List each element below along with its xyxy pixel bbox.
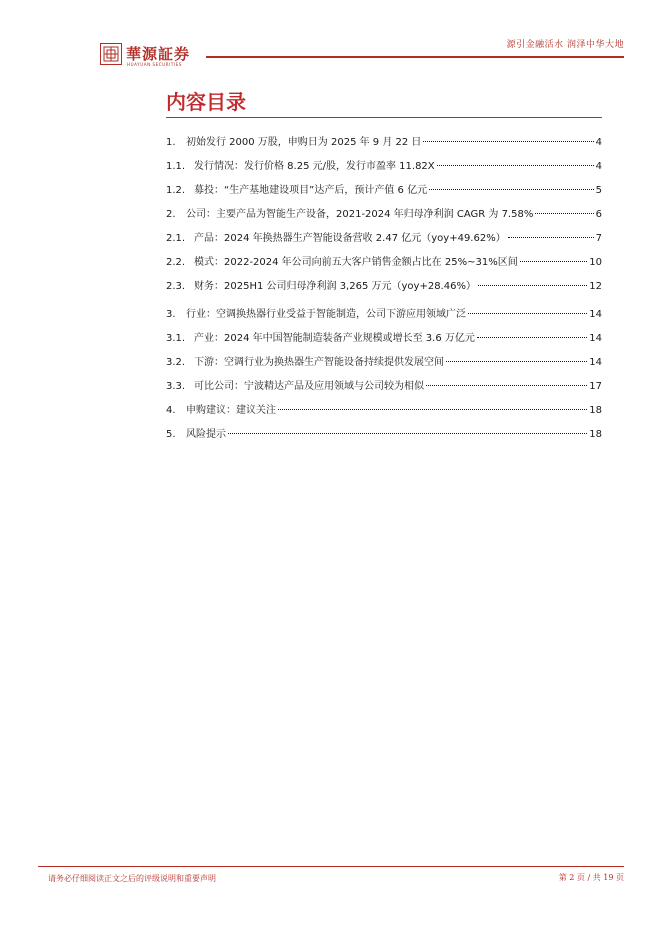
toc-entry-page: 5 (595, 185, 602, 196)
toc-entry[interactable] (166, 404, 602, 418)
toc-entry-number: 1. (166, 137, 176, 148)
toc-dot-leader (228, 433, 587, 434)
toc-entry-title: 初始发行 2000 万股，申购日为 2025 年 9 月 22 日 (186, 137, 422, 148)
footer-page-info: 第 2 页 / 共 19 页 (558, 873, 624, 882)
toc-entry-title: 财务：2025H1 公司归母净利润 3,265 万元（yoy+28.46%） (194, 281, 476, 292)
toc-dot-leader (520, 261, 588, 262)
toc-entry[interactable] (166, 428, 602, 442)
toc-entry[interactable] (166, 160, 602, 174)
toc-entry-title: 模式：2022-2024 年公司向前五大客户销售金额占比在 25%~31%区间 (194, 257, 518, 268)
toc-entry[interactable] (166, 208, 602, 222)
toc-dot-leader (477, 337, 587, 338)
toc-entry[interactable] (166, 356, 602, 370)
toc-dot-leader (278, 409, 587, 410)
toc-dot-leader (508, 237, 594, 238)
toc-entry-number: 1.2. (166, 185, 186, 196)
toc-dot-leader (478, 285, 587, 286)
company-logo-name: 華源証券 (126, 45, 191, 63)
toc-entry[interactable] (166, 280, 602, 294)
page-header (0, 0, 662, 80)
toc-entry-number: 2. (166, 209, 176, 220)
toc-entry-number: 2.2. (166, 257, 186, 268)
huayuan-logo-icon (100, 43, 122, 65)
toc-entry-number: 5. (166, 429, 176, 440)
toc-entry-page: 14 (589, 357, 602, 368)
toc-entry-page: 14 (589, 309, 602, 320)
toc-entry-number: 3. (166, 309, 176, 320)
toc-entry-number: 2.3. (166, 281, 186, 292)
toc-dot-leader (426, 385, 587, 386)
toc-entry[interactable] (166, 232, 602, 246)
toc-entry-number: 4. (166, 405, 176, 416)
toc-entry-title: 可比公司：宁波精达产品及应用领域与公司较为相似 (194, 381, 424, 392)
toc-entry[interactable] (166, 380, 602, 394)
toc-entry-title: 募投：“生产基地建设项目”达产后，预计产值 6 亿元 (194, 185, 428, 196)
toc-entry[interactable] (166, 184, 602, 198)
toc-entry-number: 2.1. (166, 233, 186, 244)
logo-mark-graphic (103, 46, 119, 62)
toc-dot-leader (446, 361, 587, 362)
toc-entry-title: 申购建议：建议关注 (186, 405, 276, 416)
footer-disclaimer: 请务必仔细阅读正文之后的评级说明和重要声明 (48, 874, 216, 883)
toc-entry-page: 4 (595, 161, 602, 172)
footer-divider (38, 866, 624, 867)
toc-entry[interactable] (166, 136, 602, 150)
toc-dot-leader (468, 313, 587, 314)
toc-entry-title: 行业：空调换热器行业受益于智能制造，公司下游应用领域广泛 (186, 309, 466, 320)
toc-dot-leader (437, 165, 594, 166)
toc-entry-number: 3.2. (166, 357, 186, 368)
toc-entry-page: 4 (595, 137, 602, 148)
toc-entry[interactable] (166, 308, 602, 322)
toc-entry-title: 发行情况：发行价格 8.25 元/股，发行市盈率 11.82X (194, 161, 435, 172)
company-logo-subtitle: HUAYUAN SECURITIES (127, 62, 182, 67)
toc-entry-page: 17 (589, 381, 602, 392)
toc-entry-number: 3.1. (166, 333, 186, 344)
toc-entry-title: 产品：2024 年换热器生产智能设备营收 2.47 亿元（yoy+49.62%） (194, 233, 506, 244)
toc-entry-title: 公司：主要产品为智能生产设备，2021-2024 年归母净利润 CAGR 为 7.58% (186, 209, 534, 220)
toc-entry-number: 3.3. (166, 381, 186, 392)
toc-entry-page: 7 (595, 233, 602, 244)
header-slogan: 源引金融活水 润泽中华大地 (506, 40, 624, 50)
toc-entry-title: 风险提示 (186, 429, 226, 440)
toc-entry-page: 18 (589, 405, 602, 416)
toc-entry[interactable] (166, 332, 602, 346)
toc-entry-title: 下游：空调行业为换热器生产智能设备持续提供发展空间 (194, 357, 444, 368)
toc-dot-leader (535, 213, 593, 214)
toc-entry[interactable] (166, 256, 602, 270)
toc-dot-leader (423, 141, 593, 142)
toc-entry-page: 6 (595, 209, 602, 220)
toc-entry-page: 14 (589, 333, 602, 344)
page-title: 内容目录 (166, 90, 246, 114)
toc-entry-page: 12 (589, 281, 602, 292)
header-divider (206, 56, 624, 58)
toc-entry-title: 产业：2024 年中国智能制造装备产业规模或增长至 3.6 万亿元 (194, 333, 475, 344)
toc-entry-number: 1.1. (166, 161, 186, 172)
toc-dot-leader (429, 189, 594, 190)
toc-entry-page: 10 (589, 257, 602, 268)
title-divider (166, 117, 602, 118)
toc-entry-page: 18 (589, 429, 602, 440)
